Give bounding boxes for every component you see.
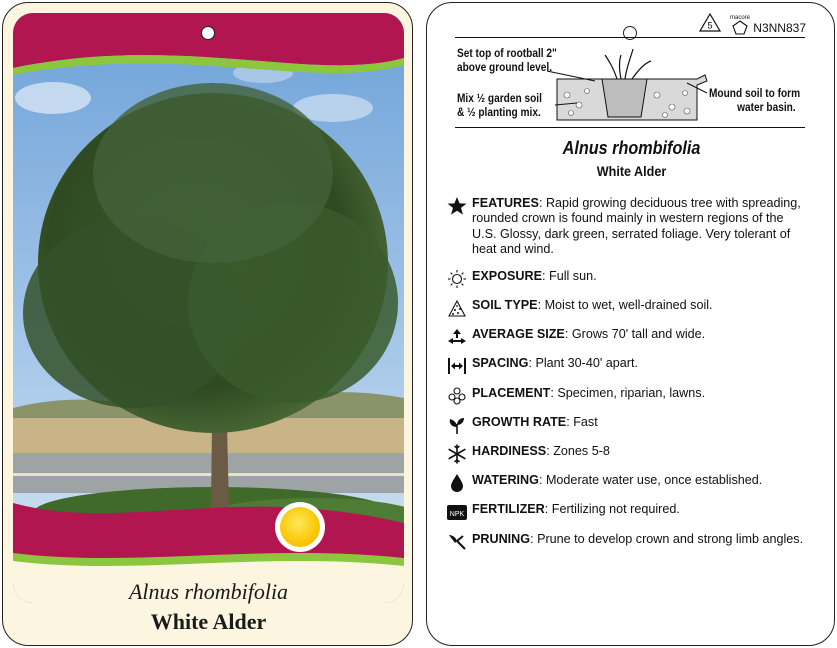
back-latin-name: Alnus rhombifolia [562, 138, 701, 158]
diagram-label-soil-mix: Mix ½ garden soil & ½ planting mix. [457, 93, 542, 119]
attr-soil-type: SOIL TYPE: Moist to wet, well-drained soil. [447, 298, 807, 313]
diagram-label-water-basin: Mound soil to form water basin. [709, 88, 801, 114]
spacing-icon [447, 356, 467, 376]
attr-exposure: EXPOSURE: Full sun. [447, 269, 807, 284]
svg-text:NPK: NPK [449, 511, 465, 518]
front-latin-name: Alnus rhombifolia [128, 579, 289, 604]
diagram-label-rootball: Set top of rootball 2" above ground level. [457, 48, 557, 74]
attr-spacing: SPACING: Plant 30-40' apart. [447, 356, 807, 371]
attr-watering: WATERING: Moderate water use, once established. [447, 473, 807, 488]
hang-hole-front [201, 26, 215, 40]
divider-bottom [455, 127, 805, 128]
sun-icon [447, 269, 467, 289]
svg-text:macore: macore [729, 15, 751, 21]
attr-fertilizer: NPK FERTILIZER: Fertilizing not required. [447, 502, 807, 517]
size-icon [447, 327, 467, 347]
npk-icon [447, 502, 467, 522]
water-drop-icon [447, 473, 467, 493]
svg-text:5: 5 [707, 20, 713, 31]
back-common-name: White Alder [596, 163, 667, 179]
back-card [426, 2, 835, 646]
tree-photo [13, 13, 404, 603]
pruner-icon [447, 532, 467, 552]
growth-icon [447, 415, 467, 435]
recycle-icon [699, 13, 721, 33]
snowflake-icon [447, 444, 467, 464]
macore-logo-icon [727, 13, 753, 35]
product-code: N3NN837 [753, 21, 806, 35]
front-card [2, 2, 413, 646]
placement-icon [447, 386, 467, 406]
soil-icon [447, 298, 467, 318]
full-sun-icon [275, 502, 325, 552]
attr-pruning: PRUNING: Prune to develop crown and strong limb angles. [447, 532, 807, 547]
attr-placement: PLACEMENT: Specimen, riparian, lawns. [447, 386, 807, 401]
attr-features: FEATURES: Rapid growing deciduous tree with spreading, rounded crown is found mainly in western regions of the U.S. Glossy, dark green, serrated foliage. Very tolerant of heat and wind. [447, 196, 807, 258]
star-icon [447, 196, 467, 216]
divider-top [455, 37, 805, 38]
attr-average-size: AVERAGE SIZE: Grows 70' tall and wide. [447, 327, 807, 342]
attr-hardiness: HARDINESS: Zones 5-8 [447, 444, 807, 459]
front-common-name: White Alder [150, 609, 267, 634]
attr-growth-rate: GROWTH RATE: Fast [447, 415, 807, 430]
